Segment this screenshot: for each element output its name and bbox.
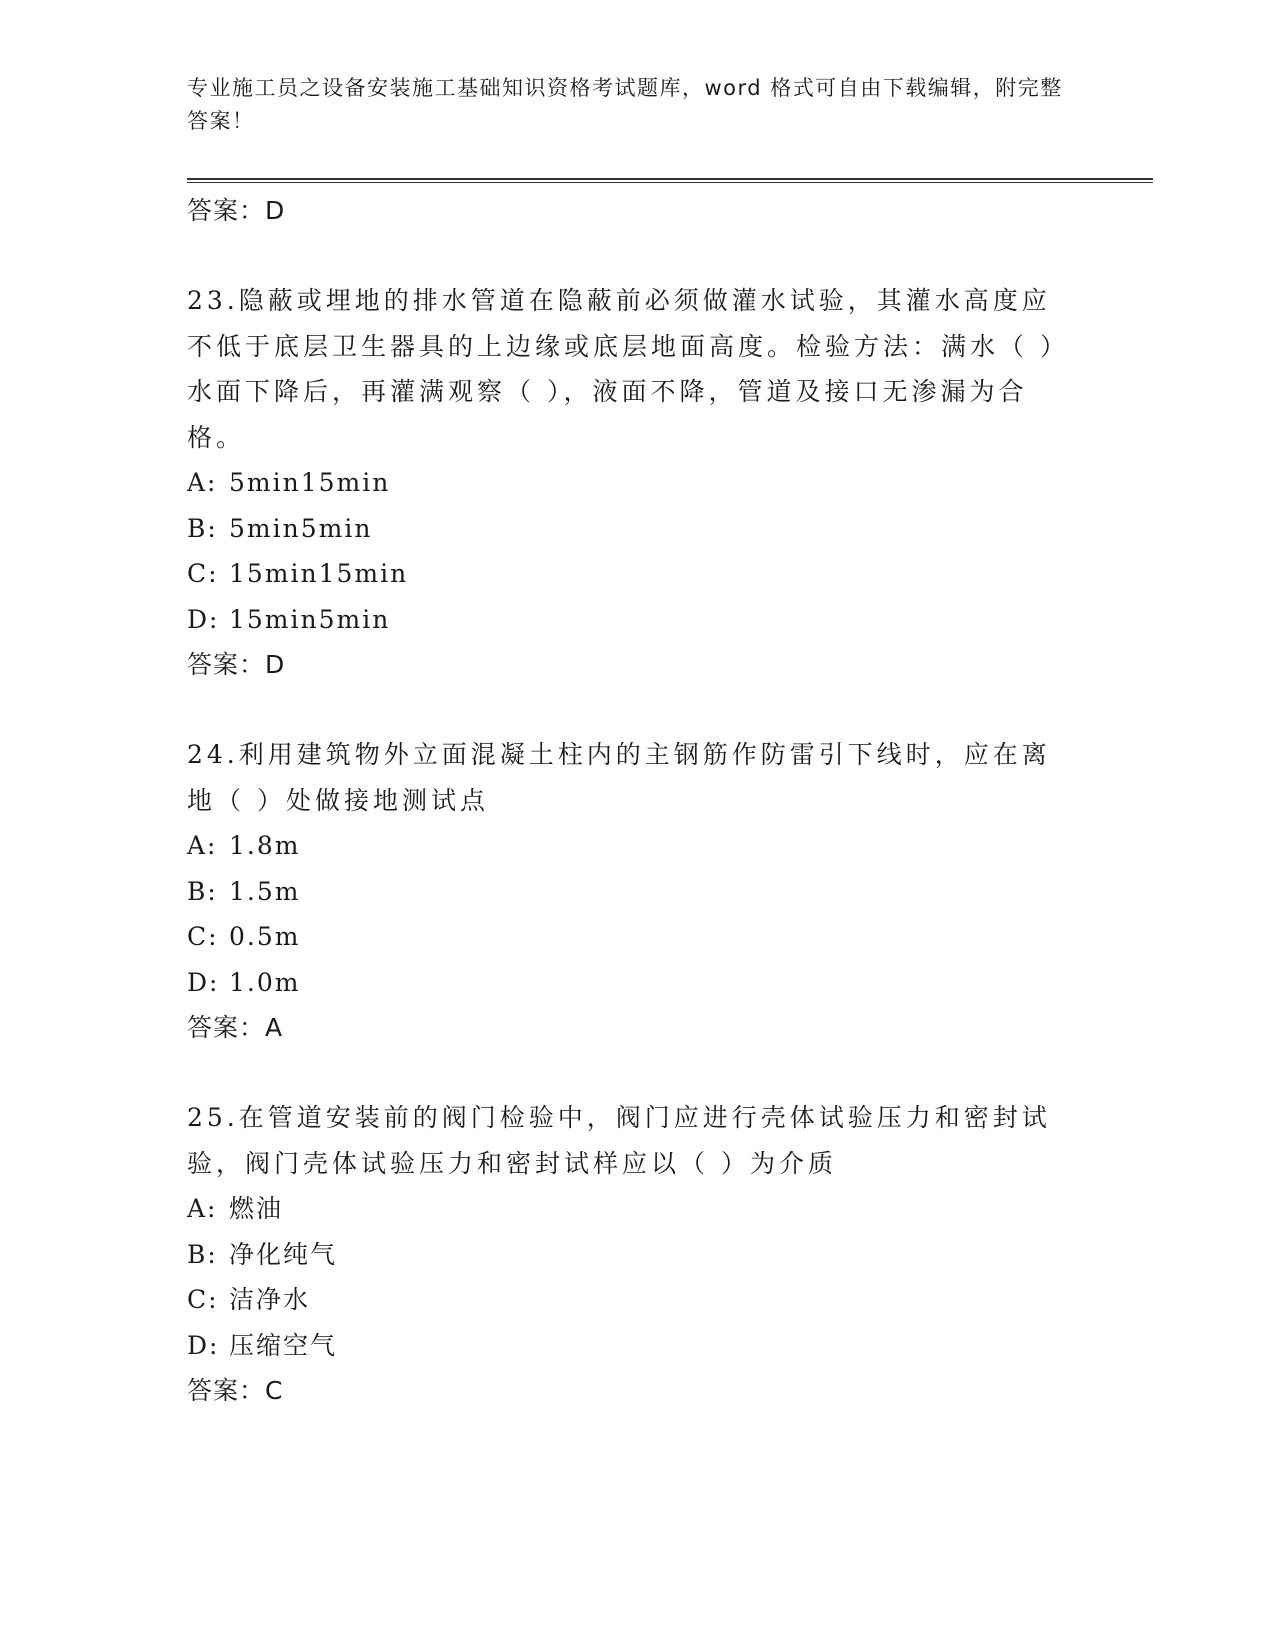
option-text: 压缩空气 (229, 1330, 338, 1360)
question-24 (187, 732, 1087, 1051)
option-d (187, 960, 1087, 1006)
question-text: 23.隐蔽或埋地的排水管道在隐蔽前必须做灌水试验，其灌水高度应不低于底层卫生器具的上边缘或底层地面高度。检验方法：满水（ ）水面下降后，再灌满观察（ ），液面不降，管道及接口无渗漏为合格。 (187, 286, 1057, 452)
option-a (187, 823, 1087, 869)
option-letter: A: (187, 831, 218, 860)
answer-label: 答案：C (187, 1376, 284, 1405)
question-text: 25.在管道安装前的阀门检验中，阀门应进行壳体试验压力和密封试验，阀门壳体试验压力和密封试样应以（ ）为介质 (187, 1103, 1051, 1178)
header-divider (187, 178, 1153, 180)
option-text: 15min15min (229, 559, 409, 588)
previous-answer: 答案：D (187, 196, 286, 225)
option-d (187, 1323, 1087, 1369)
question-text: 24.利用建筑物外立面混凝土柱内的主钢筋作防雷引下线时，应在离地（ ）处做接地测试点 (187, 740, 1051, 815)
option-letter: D: (187, 967, 220, 997)
question-23 (187, 278, 1087, 688)
option-letter: B: (187, 1239, 218, 1269)
option-letter: B: (187, 876, 218, 906)
option-a (187, 460, 1087, 506)
option-letter: D: (187, 1330, 220, 1360)
header-divider-thin (187, 182, 1153, 183)
option-c (187, 551, 1087, 597)
option-b (187, 506, 1087, 552)
option-text: 5min5min (229, 513, 373, 543)
option-letter: C: (187, 1285, 219, 1314)
option-b (187, 1232, 1087, 1278)
page-header: 专业施工员之设备安装施工基础知识资格考试题库，word 格式可自由下载编辑，附完整答案！ (187, 76, 1063, 133)
option-letter: A: (187, 468, 218, 497)
option-text: 净化纯气 (229, 1239, 338, 1269)
option-c (187, 914, 1087, 960)
option-b (187, 869, 1087, 915)
option-text: 15min5min (229, 604, 391, 634)
option-text: 5min15min (229, 468, 391, 497)
option-letter: C: (187, 922, 219, 951)
option-text: 1.8m (229, 831, 301, 860)
option-text: 燃油 (229, 1194, 284, 1223)
option-text: 1.0m (229, 967, 301, 997)
answer-label: 答案：D (187, 650, 286, 679)
option-text: 洁净水 (229, 1285, 311, 1314)
question-25 (187, 1095, 1087, 1414)
option-letter: C: (187, 559, 219, 588)
option-text: 1.5m (229, 876, 301, 906)
option-letter: A: (187, 1194, 218, 1223)
option-text: 0.5m (229, 922, 301, 951)
option-a (187, 1186, 1087, 1232)
option-c (187, 1277, 1087, 1323)
question-list (187, 188, 1087, 1414)
option-letter: D: (187, 604, 220, 634)
option-d (187, 597, 1087, 643)
option-letter: B: (187, 513, 218, 543)
answer-label: 答案：A (187, 1013, 284, 1042)
